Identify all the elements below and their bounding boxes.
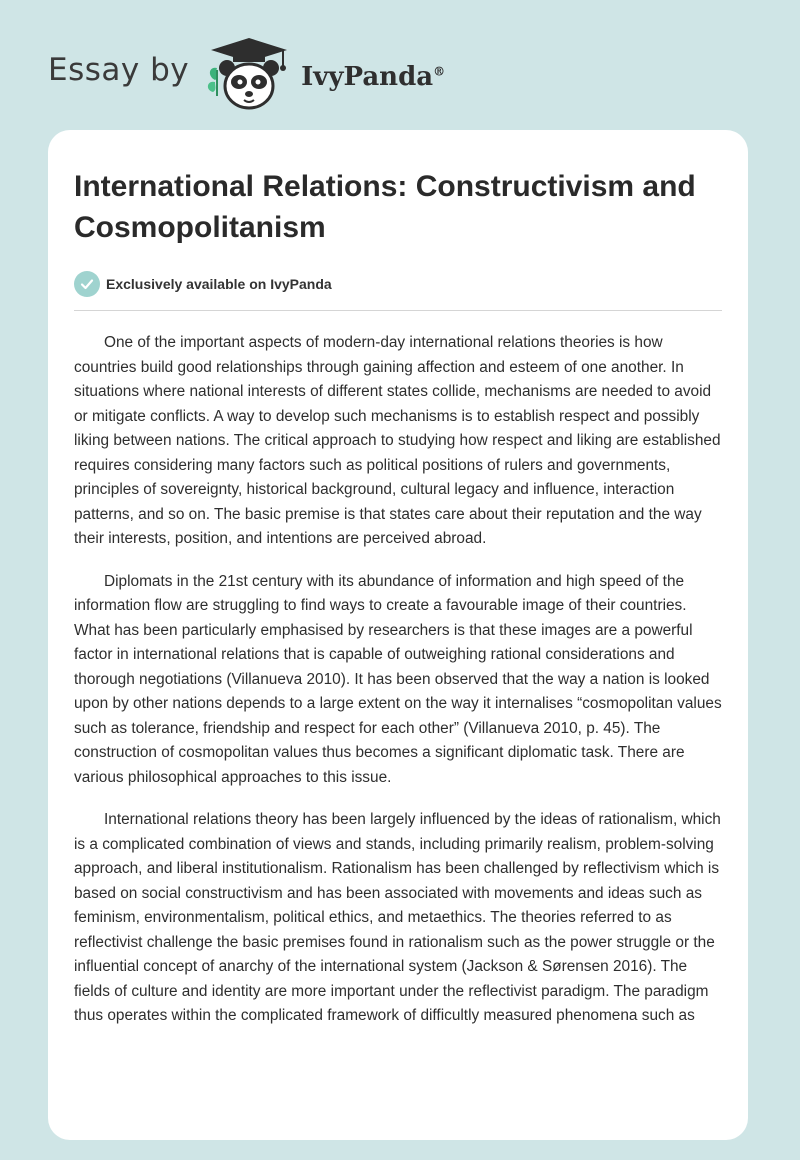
check-icon	[74, 271, 100, 297]
brand-name[interactable]: IvyPanda®	[301, 62, 446, 92]
page-title: International Relations: Constructivism and Cosmopolitanism	[74, 170, 696, 244]
exclusive-notice	[74, 270, 722, 311]
site-header	[48, 34, 445, 114]
paragraph: Diplomats in the 21st century with its abundance of information and high speed of the information flow are struggling to find ways to create a favourable image of their countries. What has been particularly emphasised by researchers is that these images are a powerful factor in international relations that is capable of outweighing rational considerations and thorough negotiations (Villanueva 2010). It has been observed that the way a nation is looked upon by other nations depends to a large extent on the way it internalises “cosmopolitan values such as tolerance, friendship and respect for each other” (Villanueva 2010, p. 45). The construction of cosmopolitan values thus becomes a significant diplomatic task. There are various philosophical approaches to this issue.	[74, 572, 722, 786]
panda-graduate-icon[interactable]	[203, 34, 295, 114]
exclusive-label: Exclusively available on IvyPanda	[106, 276, 332, 292]
article-card	[48, 130, 748, 1140]
essay-by-label: Essay by	[48, 52, 190, 88]
paragraph: One of the important aspects of modern-day international relations theories is how countries build good relationships through gaining affection and esteem of one another. In situations where national interests of different states collide, mechanisms are needed to avoid or mitigate conflicts. A way to develop such mechanisms is to establish respect and possibly liking between nations. The critical approach to studying how respect and liking are established requires considering many factors such as political positions of rulers and governments, principles of sovereignty, historical background, cultural legacy and influence, interaction patterns, and so on. The basic premise is that states care about their reputation and the way their interests, position, and intentions are perceived abroad.	[74, 334, 721, 547]
paragraph: International relations theory has been largely influenced by the ideas of rationalism, which is a complicated combination of views and stands, including primarily realism, problem-solving approach, and liberal institutionalism. Rationalism has been challenged by reflectivism which is based on social constructivism and has been associated with movements and ideas such as feminism, environmentalism, political ethics, and metaethics. The theories referred to as reflectivist challenge the basic premises found in rationalism such as the power struggle or the influential concept of anarchy of the international system (Jackson & Sørensen 2016). The fields of culture and identity are more important under the reflectivist paradigm. The paradigm thus operates within the complicated framework of difficultly measured phenomena such as	[74, 811, 721, 1024]
